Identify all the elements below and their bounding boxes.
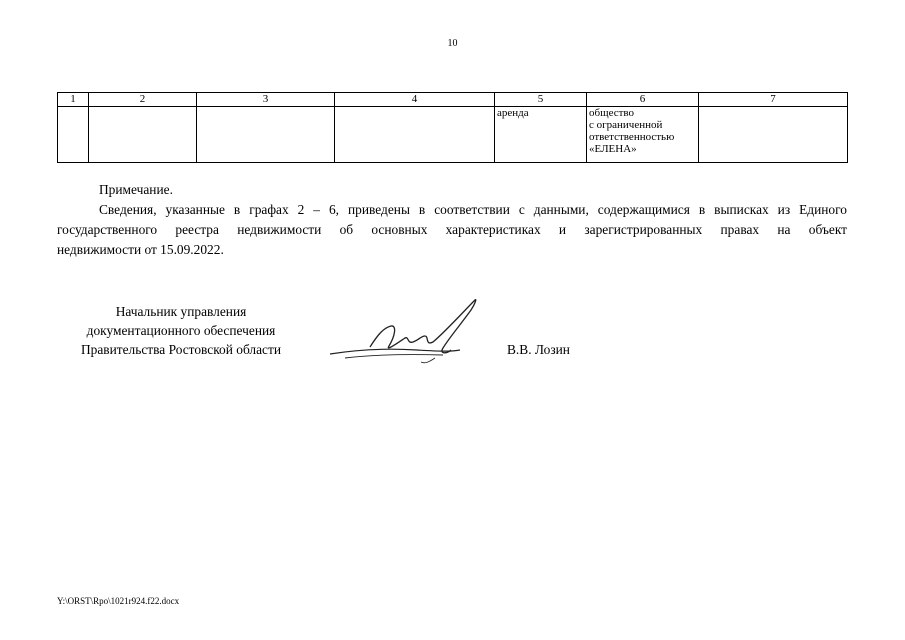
note-section [57,180,847,260]
handwritten-signature [325,292,480,367]
table-cell-right-type: аренда [495,107,587,163]
table-cell [89,107,197,163]
signer-name: В.В. Лозин [507,342,570,357]
page-number: 10 [447,38,458,49]
property-table [57,92,848,163]
right-holder-line: общество [589,107,635,119]
file-path: Y:\ORST\Rpo\1021r924.f22.docx [57,596,180,606]
column-header: 2 [89,93,197,107]
table-cell-right-holder [587,107,699,163]
column-header: 3 [197,93,335,107]
position-line: Начальник управления [115,304,247,319]
table-cell [58,107,89,163]
column-header: 1 [58,93,89,107]
right-holder-line: «ЕЛЕНА» [589,143,637,155]
position-line: документационного обеспечения [86,323,276,338]
note-text-line: Сведения, указанные в графах 2 – 6, приведены в соответствии с данными, содержащимися в выписках из Единого [99,202,847,217]
column-header: 5 [495,93,587,107]
note-heading: Примечание. [99,182,173,197]
table-row [58,107,848,163]
note-text-line: государственного реестра недвижимости об основных характеристиках и зарегистрированных правах на объект [57,222,847,237]
right-holder-line: ответственностью [589,131,675,143]
table-cell [335,107,495,163]
note-text-line: недвижимости от 15.09.2022. [57,242,224,257]
table-cell [699,107,848,163]
position-line: Правительства Ростовской области [80,342,282,357]
signatory-position [57,302,305,359]
column-header: 6 [587,93,699,107]
column-header: 7 [699,93,848,107]
right-holder-line: с ограниченной [589,119,663,131]
table-cell [197,107,335,163]
column-header: 4 [335,93,495,107]
table-header-row [58,93,848,107]
